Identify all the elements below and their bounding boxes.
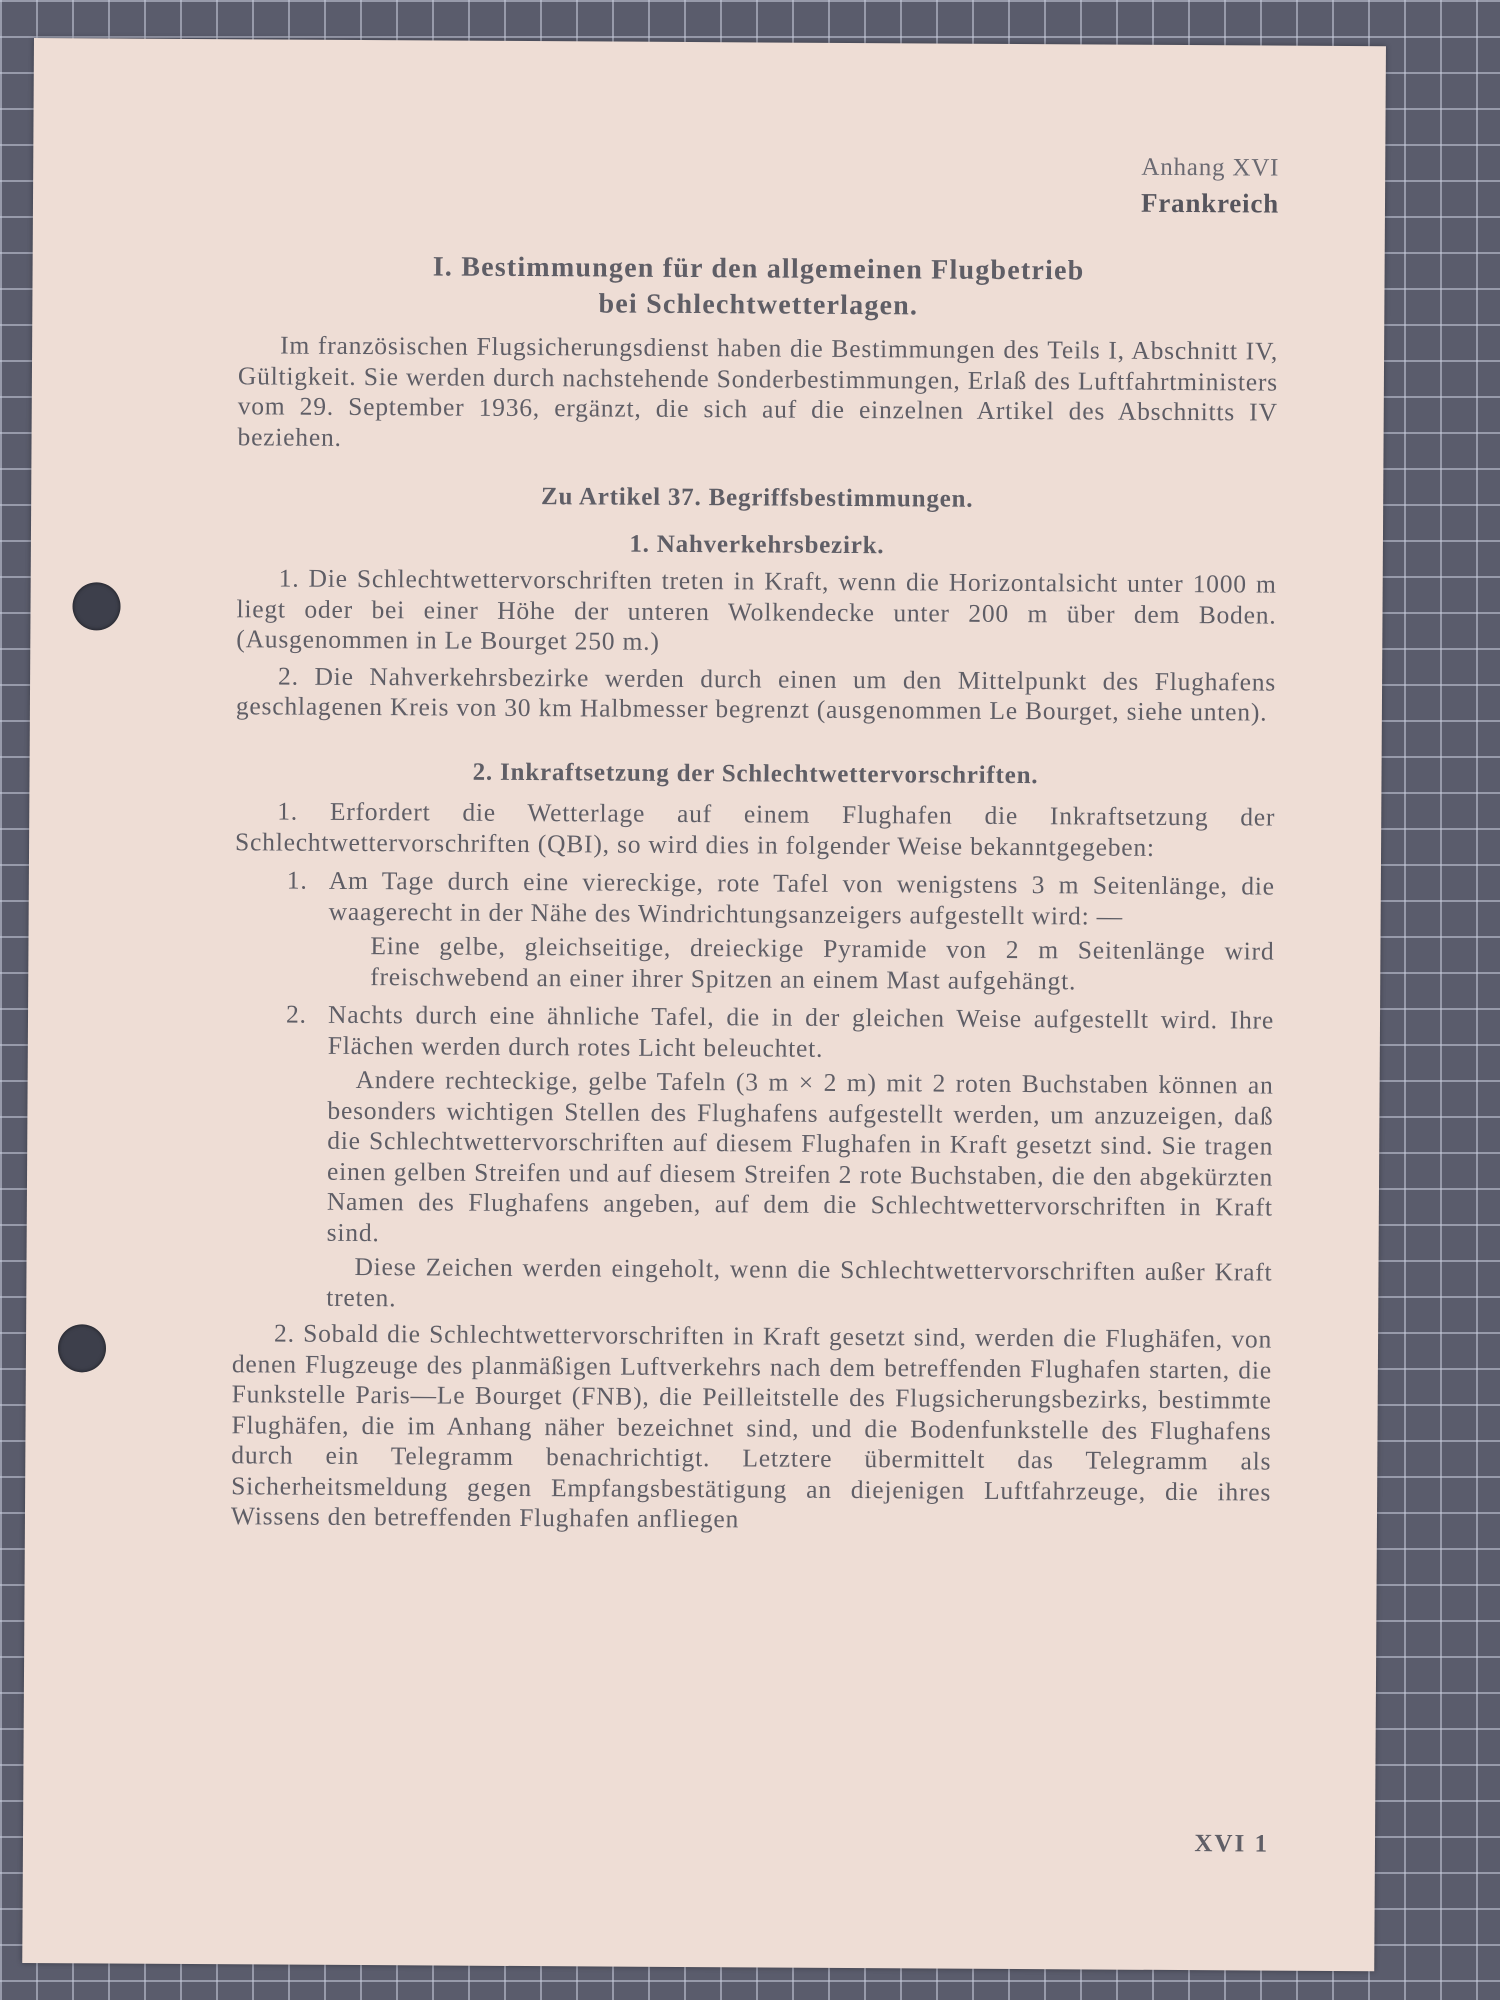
article-heading: Zu Artikel 37. Begriffsbestimmungen.	[540, 483, 974, 513]
list-text: Nachts durch eine ähnliche Tafel, die in der gleichen Weise aufgestellt wird. Ihre Flächen werden durch rotes Licht beleuchtet.	[327, 999, 1275, 1063]
paragraph: 2. Sobald die Schlechtwettervorschriften in Kraft gesetzt sind, werden die Flughäfen, von denen Flugzeuge des planmäßigen Luftverkehrs nach dem betreffenden Flughafen starten, die Funkstelle Paris—Le Bourget (FNB), die Peilleitstelle des Flugsicherungsbezirks, bestimmte Flughäfen, die im Anhang näher bezeichnet sind, und die Bodenfunkstelle des Flughafens durch ein Telegramm benachrichtigt. Letztere übermittelt das Telegramm als Sicherheitsmeldung gegen Empfangsbestätigung an diejenigen Luftfahrzeuge, die ihres Wissens den betreffenden Flughafen anfliegen	[230, 1318, 1273, 1534]
page-content	[230, 147, 1280, 1858]
intro-paragraph: Im französischen Flugsicherungsdienst haben die Bestimmungen des Teils I, Abschnitt IV, Gültigkeit. Sie werden durch nachstehende Sonderbestimmungen, Erlaß des Luftfahrtministers vom 29. September 1936, ergänzt, die sich auf die einzelnen Artikel des Abschnitts IV beziehen.	[237, 330, 1279, 452]
nested-paragraph: Diese Zeichen werden eingeholt, wenn die Schlechtwettervorschriften außer Kraft treten.	[326, 1251, 1273, 1312]
paragraph: 1. Erfordert die Wetterlage auf einem Flughafen die Inkraftsetzung der Schlechtwettervorschriften (QBI), so wird dies in folgender Weise bekanntgegeben:	[235, 796, 1276, 862]
nested-paragraph: Eine gelbe, gleichseitige, dreieckige Pyramide von 2 m Seitenlänge wird freischwebend an einer ihrer Spitzen an einem Mast aufgehängt.	[370, 931, 1275, 995]
list-number: 2.	[285, 999, 307, 1029]
annex-label: Anhang XVI	[1141, 153, 1280, 182]
subsection-heading: 1. Nahverkehrsbezirk.	[629, 530, 885, 559]
section-title	[238, 248, 1278, 326]
paragraph: 1. Die Schlechtwettervorschriften treten in Kraft, wenn die Horizontalsicht unter 1000 m liegt oder bei einer Höhe der unteren Wolkendecke unter 200 m über dem Boden. (Ausgenommen in Le Bourget 250 m.)	[236, 563, 1277, 656]
list-text: Am Tage durch eine viereckige, rote Tafel von wenigstens 3 m Seitenlänge, die waagerecht in der Nähe des Windrichtungsanzeigers aufgestellt wird: —	[328, 865, 1275, 931]
page-number: XVI 1	[1194, 1830, 1270, 1858]
section-title-line: bei Schlechtwetterlagen.	[598, 288, 919, 322]
list-number: 1.	[286, 865, 308, 895]
nested-paragraph: Andere rechteckige, gelbe Tafeln (3 m × 2 m) mit 2 roten Buchstaben können an besonders wichtigen Stellen des Flughafens aufgestellt werden, um anzuzeigen, daß die Schlechtwettervorschriften auf diesem Flughafen in Kraft gesetzt sind. Sie tragen einen gelben Streifen und auf diesem Streifen 2 rote Buchstaben, die den abgekürzten Namen des Flughafens angeben, auf dem die Schlechtwettervorschriften in Kraft sind.	[326, 1064, 1274, 1247]
paragraph: 2. Die Nahverkehrsbezirke werden durch einen um den Mittelpunkt des Flughafens geschlagenen Kreis von 30 km Halbmesser begrenzt (ausgenommen Le Bourget, siehe unten).	[235, 661, 1277, 727]
country-label: Frankreich	[1140, 187, 1280, 219]
section-title-line: I. Bestimmungen für den allgemeinen Flugbetrieb	[432, 251, 1085, 287]
document-page	[22, 38, 1386, 1971]
punch-hole	[58, 1324, 106, 1372]
punch-hole	[72, 582, 120, 630]
list-item	[235, 865, 1275, 932]
list-item	[234, 999, 1274, 1066]
subsection-heading: 2. Inkraftsetzung der Schlechtwettervorschriften.	[472, 758, 1039, 789]
